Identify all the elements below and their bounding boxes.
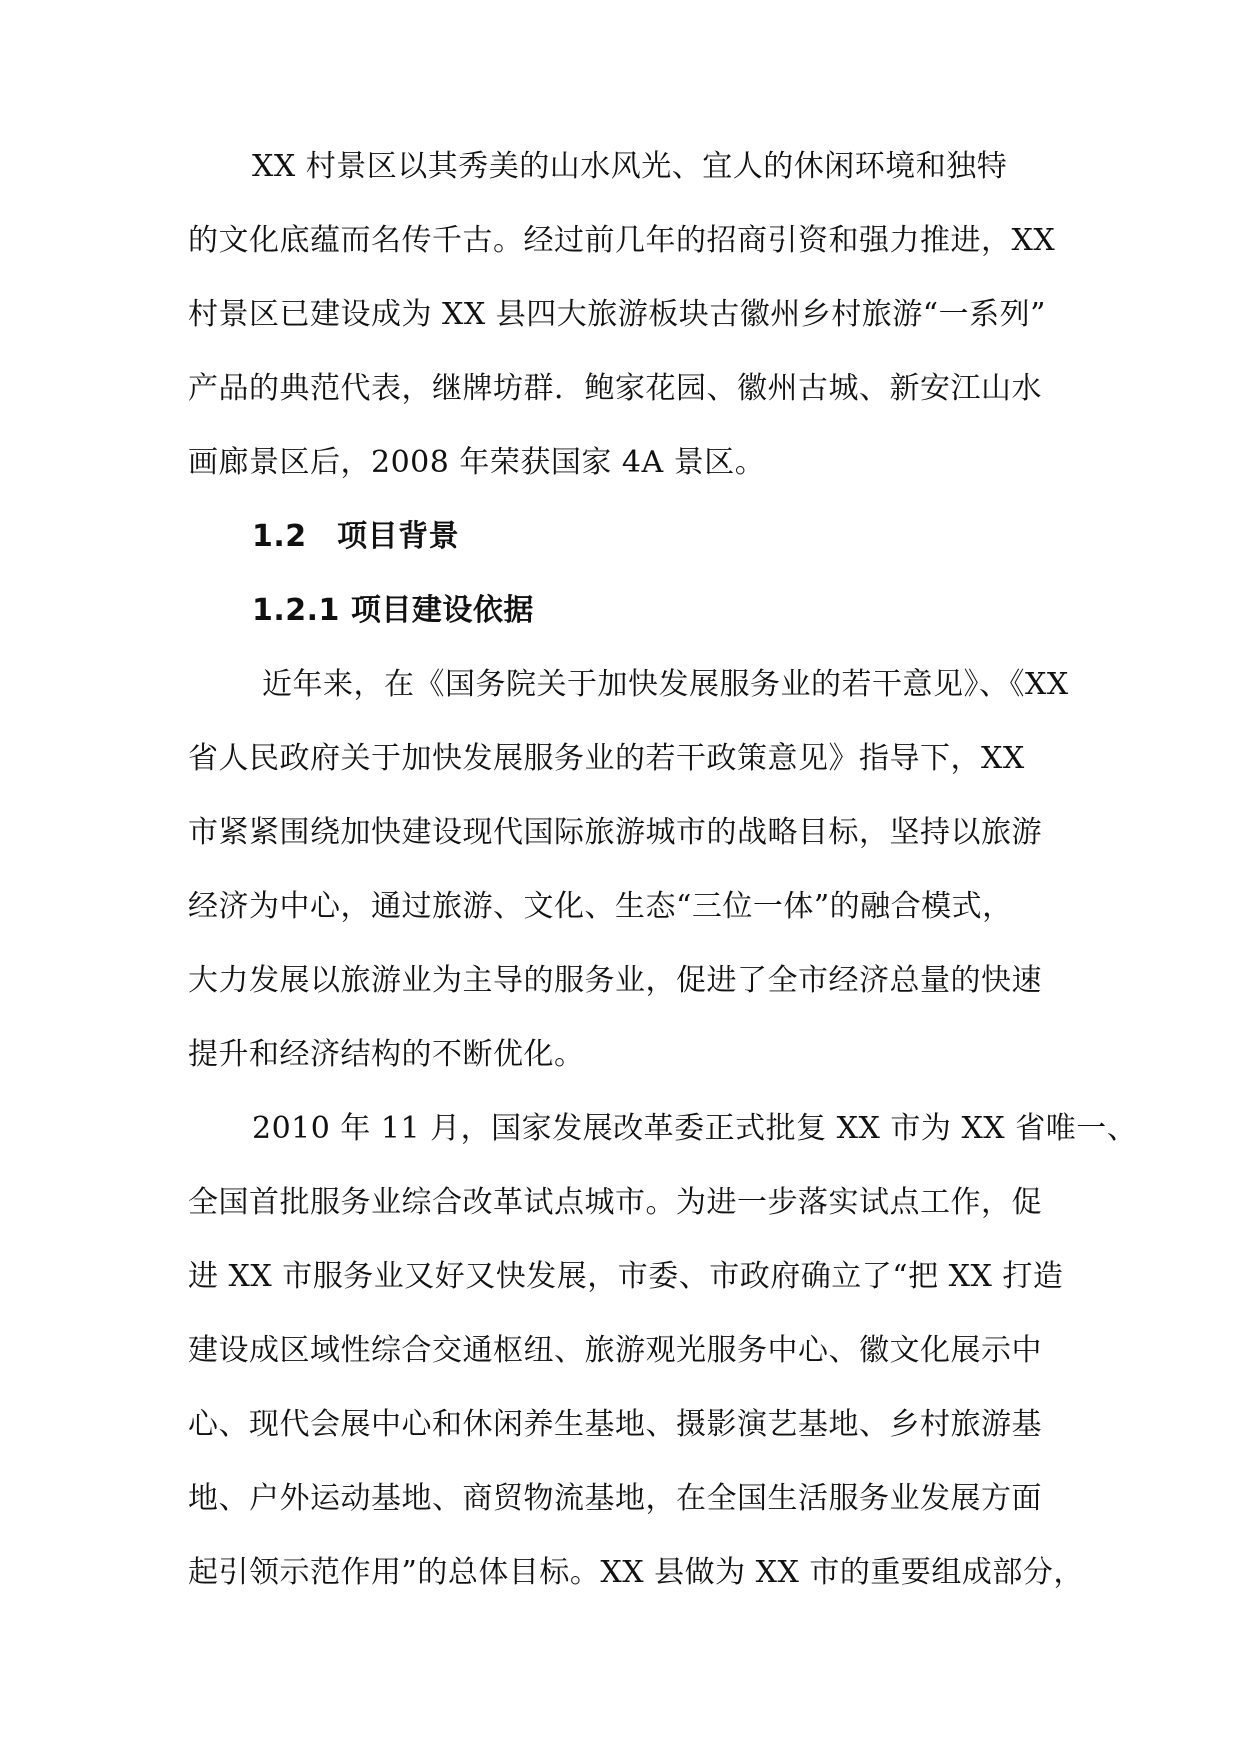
paragraph-line: 经济为中心，通过旅游、文化、生态“三位一体”的融合模式， — [188, 889, 1013, 924]
paragraph-line: 大力发展以旅游业为主导的服务业，促进了全市经济总量的快速 — [188, 963, 1042, 998]
paragraph-line: 全国首批服务业综合改革试点城市。为进一步落实试点工作，促 — [188, 1185, 1042, 1220]
paragraph-line: 市紧紧围绕加快建设现代国际旅游城市的战略目标，坚持以旅游 — [188, 815, 1042, 850]
paragraph-line: 村景区已建设成为 XX 县四大旅游板块古徽州乡村旅游“一系列” — [188, 297, 1046, 332]
paragraph-line: XX 村景区以其秀美的山水风光、宜人的休闲环境和独特 — [252, 149, 1008, 184]
paragraph-line: 近年来，在《国务院关于加快发展服务业的若干意见》、《XX — [262, 667, 1069, 702]
paragraph-line: 省人民政府关于加快发展服务业的若干政策意见》指导下，XX — [188, 741, 1025, 776]
paragraph-line: 产品的典范代表，继牌坊群．鲍家花园、徽州古城、新安江山水 — [188, 371, 1042, 406]
subsection-heading: 1.2.1 项目建设依据 — [252, 593, 534, 628]
paragraph-line: 进 XX 市服务业又好又快发展，市委、市政府确立了“把 XX 打造 — [188, 1259, 1064, 1294]
paragraph-line: 的文化底蕴而名传千古。经过前几年的招商引资和强力推进，XX — [188, 223, 1056, 258]
paragraph-line: 起引领示范作用”的总体目标。XX 县做为 XX 市的重要组成部分， — [188, 1555, 1084, 1590]
section-heading: 1.2 项目背景 — [252, 519, 460, 554]
paragraph-line: 提升和经济结构的不断优化。 — [188, 1037, 585, 1072]
paragraph-line: 地、户外运动基地、商贸物流基地，在全国生活服务业发展方面 — [188, 1481, 1042, 1516]
paragraph-line: 画廊景区后，2008 年荣获国家 4A 景区。 — [188, 445, 766, 480]
paragraph-line: 建设成区域性综合交通枢纽、旅游观光服务中心、徽文化展示中 — [188, 1333, 1042, 1368]
paragraph-line: 心、现代会展中心和休闲养生基地、摄影演艺基地、乡村旅游基 — [188, 1407, 1042, 1442]
paragraph-line: 2010 年 11 月，国家发展改革委正式批复 XX 市为 XX 省唯一、 — [252, 1111, 1138, 1146]
